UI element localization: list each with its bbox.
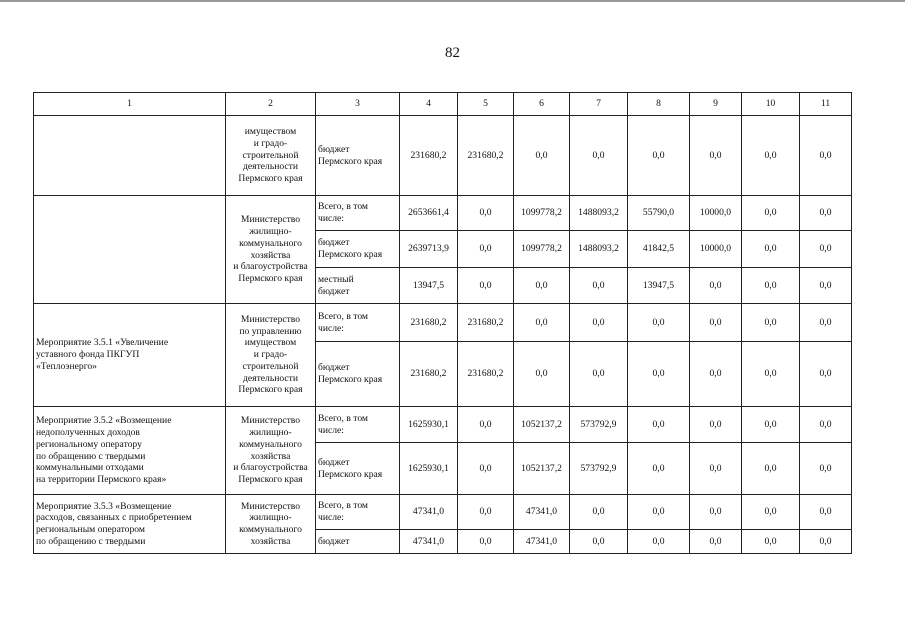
value-cell: 0,0 bbox=[742, 443, 800, 495]
column-number: 2 bbox=[226, 93, 316, 116]
value-cell: 1625930,1 bbox=[400, 407, 458, 443]
value-cell: 573792,9 bbox=[570, 443, 628, 495]
value-cell: 41842,5 bbox=[628, 231, 690, 268]
value-cell: 0,0 bbox=[458, 407, 514, 443]
value-cell: 0,0 bbox=[570, 530, 628, 554]
value-cell: 47341,0 bbox=[514, 495, 570, 530]
value-cell: 0,0 bbox=[628, 443, 690, 495]
value-cell: 0,0 bbox=[458, 196, 514, 231]
value-cell: 10000,0 bbox=[690, 231, 742, 268]
value-cell: 2639713,9 bbox=[400, 231, 458, 268]
executor-cell: Министерство жилищно- коммунального хозяйства bbox=[226, 495, 316, 554]
value-cell: 231680,2 bbox=[400, 304, 458, 342]
funding-source-cell: бюджет Пермского края bbox=[316, 443, 400, 495]
value-cell: 13947,5 bbox=[628, 268, 690, 304]
value-cell: 0,0 bbox=[742, 231, 800, 268]
value-cell: 0,0 bbox=[690, 304, 742, 342]
value-cell: 2653661,4 bbox=[400, 196, 458, 231]
value-cell: 0,0 bbox=[570, 268, 628, 304]
value-cell: 0,0 bbox=[570, 116, 628, 196]
funding-source-cell: бюджет Пермского края bbox=[316, 116, 400, 196]
value-cell: 0,0 bbox=[800, 443, 852, 495]
executor-cell: Министерство по управлению имуществом и градо- строительной деятельности Пермского края bbox=[226, 304, 316, 407]
column-number: 4 bbox=[400, 93, 458, 116]
funding-source-cell: бюджет bbox=[316, 530, 400, 554]
column-number: 7 bbox=[570, 93, 628, 116]
value-cell: 0,0 bbox=[800, 407, 852, 443]
value-cell: 0,0 bbox=[458, 530, 514, 554]
activity-cell: Мероприятие 3.5.1 «Увеличение уставного фонда ПКГУП «Теплоэнерго» bbox=[34, 304, 226, 407]
funding-source-cell: Всего, в том числе: bbox=[316, 407, 400, 443]
funding-source-cell: бюджет Пермского края bbox=[316, 342, 400, 407]
funding-source-cell: бюджет Пермского края bbox=[316, 231, 400, 268]
value-cell: 0,0 bbox=[458, 268, 514, 304]
table-row bbox=[34, 196, 852, 231]
column-number: 6 bbox=[514, 93, 570, 116]
value-cell: 0,0 bbox=[690, 530, 742, 554]
value-cell: 0,0 bbox=[690, 443, 742, 495]
value-cell: 0,0 bbox=[742, 530, 800, 554]
value-cell: 0,0 bbox=[800, 268, 852, 304]
column-number: 1 bbox=[34, 93, 226, 116]
activity-cell: Мероприятие 3.5.2 «Возмещение недополученных доходов региональному оператору по обращению с твердыми коммунальными отходами на территории Пермского края» bbox=[34, 407, 226, 495]
value-cell: 1099778,2 bbox=[514, 231, 570, 268]
value-cell: 0,0 bbox=[514, 116, 570, 196]
executor-cell: имуществом и градо- строительной деятельности Пермского края bbox=[226, 116, 316, 196]
value-cell: 0,0 bbox=[742, 407, 800, 443]
column-number: 3 bbox=[316, 93, 400, 116]
value-cell: 231680,2 bbox=[458, 342, 514, 407]
executor-cell: Министерство жилищно- коммунального хозяйства и благоустройства Пермского края bbox=[226, 196, 316, 304]
value-cell: 0,0 bbox=[628, 407, 690, 443]
value-cell: 0,0 bbox=[742, 196, 800, 231]
value-cell: 1099778,2 bbox=[514, 196, 570, 231]
activity-cell: Мероприятие 3.5.3 «Возмещение расходов, связанных с приобретением региональным оператором по обращению с твердыми bbox=[34, 495, 226, 554]
value-cell: 0,0 bbox=[458, 495, 514, 530]
column-number: 11 bbox=[800, 93, 852, 116]
value-cell: 1052137,2 bbox=[514, 443, 570, 495]
value-cell: 0,0 bbox=[514, 268, 570, 304]
table-row bbox=[34, 495, 852, 530]
value-cell: 0,0 bbox=[514, 342, 570, 407]
value-cell: 0,0 bbox=[628, 304, 690, 342]
funding-source-cell: местный бюджет bbox=[316, 268, 400, 304]
executor-cell: Министерство жилищно- коммунального хозяйства и благоустройства Пермского края bbox=[226, 407, 316, 495]
value-cell: 0,0 bbox=[514, 304, 570, 342]
value-cell: 47341,0 bbox=[400, 495, 458, 530]
value-cell: 0,0 bbox=[800, 495, 852, 530]
column-number: 8 bbox=[628, 93, 690, 116]
activity-cell bbox=[34, 116, 226, 196]
value-cell: 10000,0 bbox=[690, 196, 742, 231]
value-cell: 231680,2 bbox=[400, 342, 458, 407]
value-cell: 47341,0 bbox=[514, 530, 570, 554]
funding-source-cell: Всего, в том числе: bbox=[316, 304, 400, 342]
value-cell: 0,0 bbox=[800, 116, 852, 196]
value-cell: 0,0 bbox=[690, 116, 742, 196]
value-cell: 0,0 bbox=[742, 268, 800, 304]
funding-source-cell: Всего, в том числе: bbox=[316, 196, 400, 231]
column-number: 5 bbox=[458, 93, 514, 116]
value-cell: 0,0 bbox=[742, 116, 800, 196]
value-cell: 1488093,2 bbox=[570, 231, 628, 268]
value-cell: 0,0 bbox=[800, 342, 852, 407]
value-cell: 0,0 bbox=[690, 342, 742, 407]
value-cell: 0,0 bbox=[570, 495, 628, 530]
value-cell: 0,0 bbox=[570, 304, 628, 342]
value-cell: 13947,5 bbox=[400, 268, 458, 304]
value-cell: 0,0 bbox=[742, 495, 800, 530]
value-cell: 231680,2 bbox=[458, 304, 514, 342]
funding-source-cell: Всего, в том числе: bbox=[316, 495, 400, 530]
value-cell: 0,0 bbox=[800, 304, 852, 342]
value-cell: 0,0 bbox=[742, 342, 800, 407]
column-number: 10 bbox=[742, 93, 800, 116]
value-cell: 231680,2 bbox=[400, 116, 458, 196]
value-cell: 0,0 bbox=[690, 495, 742, 530]
value-cell: 0,0 bbox=[800, 196, 852, 231]
table-header-row bbox=[34, 93, 852, 116]
page-number: 82 bbox=[445, 45, 460, 61]
value-cell: 1488093,2 bbox=[570, 196, 628, 231]
table-row bbox=[34, 116, 852, 196]
value-cell: 0,0 bbox=[690, 268, 742, 304]
value-cell: 1625930,1 bbox=[400, 443, 458, 495]
value-cell: 0,0 bbox=[800, 231, 852, 268]
value-cell: 0,0 bbox=[628, 116, 690, 196]
value-cell: 55790,0 bbox=[628, 196, 690, 231]
value-cell: 0,0 bbox=[742, 304, 800, 342]
value-cell: 0,0 bbox=[628, 495, 690, 530]
table-row bbox=[34, 407, 852, 443]
scan-border-line bbox=[0, 0, 905, 2]
value-cell: 0,0 bbox=[690, 407, 742, 443]
value-cell: 0,0 bbox=[458, 443, 514, 495]
budget-table bbox=[33, 92, 852, 554]
value-cell: 0,0 bbox=[800, 530, 852, 554]
column-number: 9 bbox=[690, 93, 742, 116]
value-cell: 0,0 bbox=[628, 530, 690, 554]
table-row bbox=[34, 304, 852, 342]
value-cell: 0,0 bbox=[628, 342, 690, 407]
value-cell: 0,0 bbox=[570, 342, 628, 407]
value-cell: 231680,2 bbox=[458, 116, 514, 196]
value-cell: 0,0 bbox=[458, 231, 514, 268]
value-cell: 1052137,2 bbox=[514, 407, 570, 443]
value-cell: 573792,9 bbox=[570, 407, 628, 443]
activity-cell bbox=[34, 196, 226, 304]
value-cell: 47341,0 bbox=[400, 530, 458, 554]
